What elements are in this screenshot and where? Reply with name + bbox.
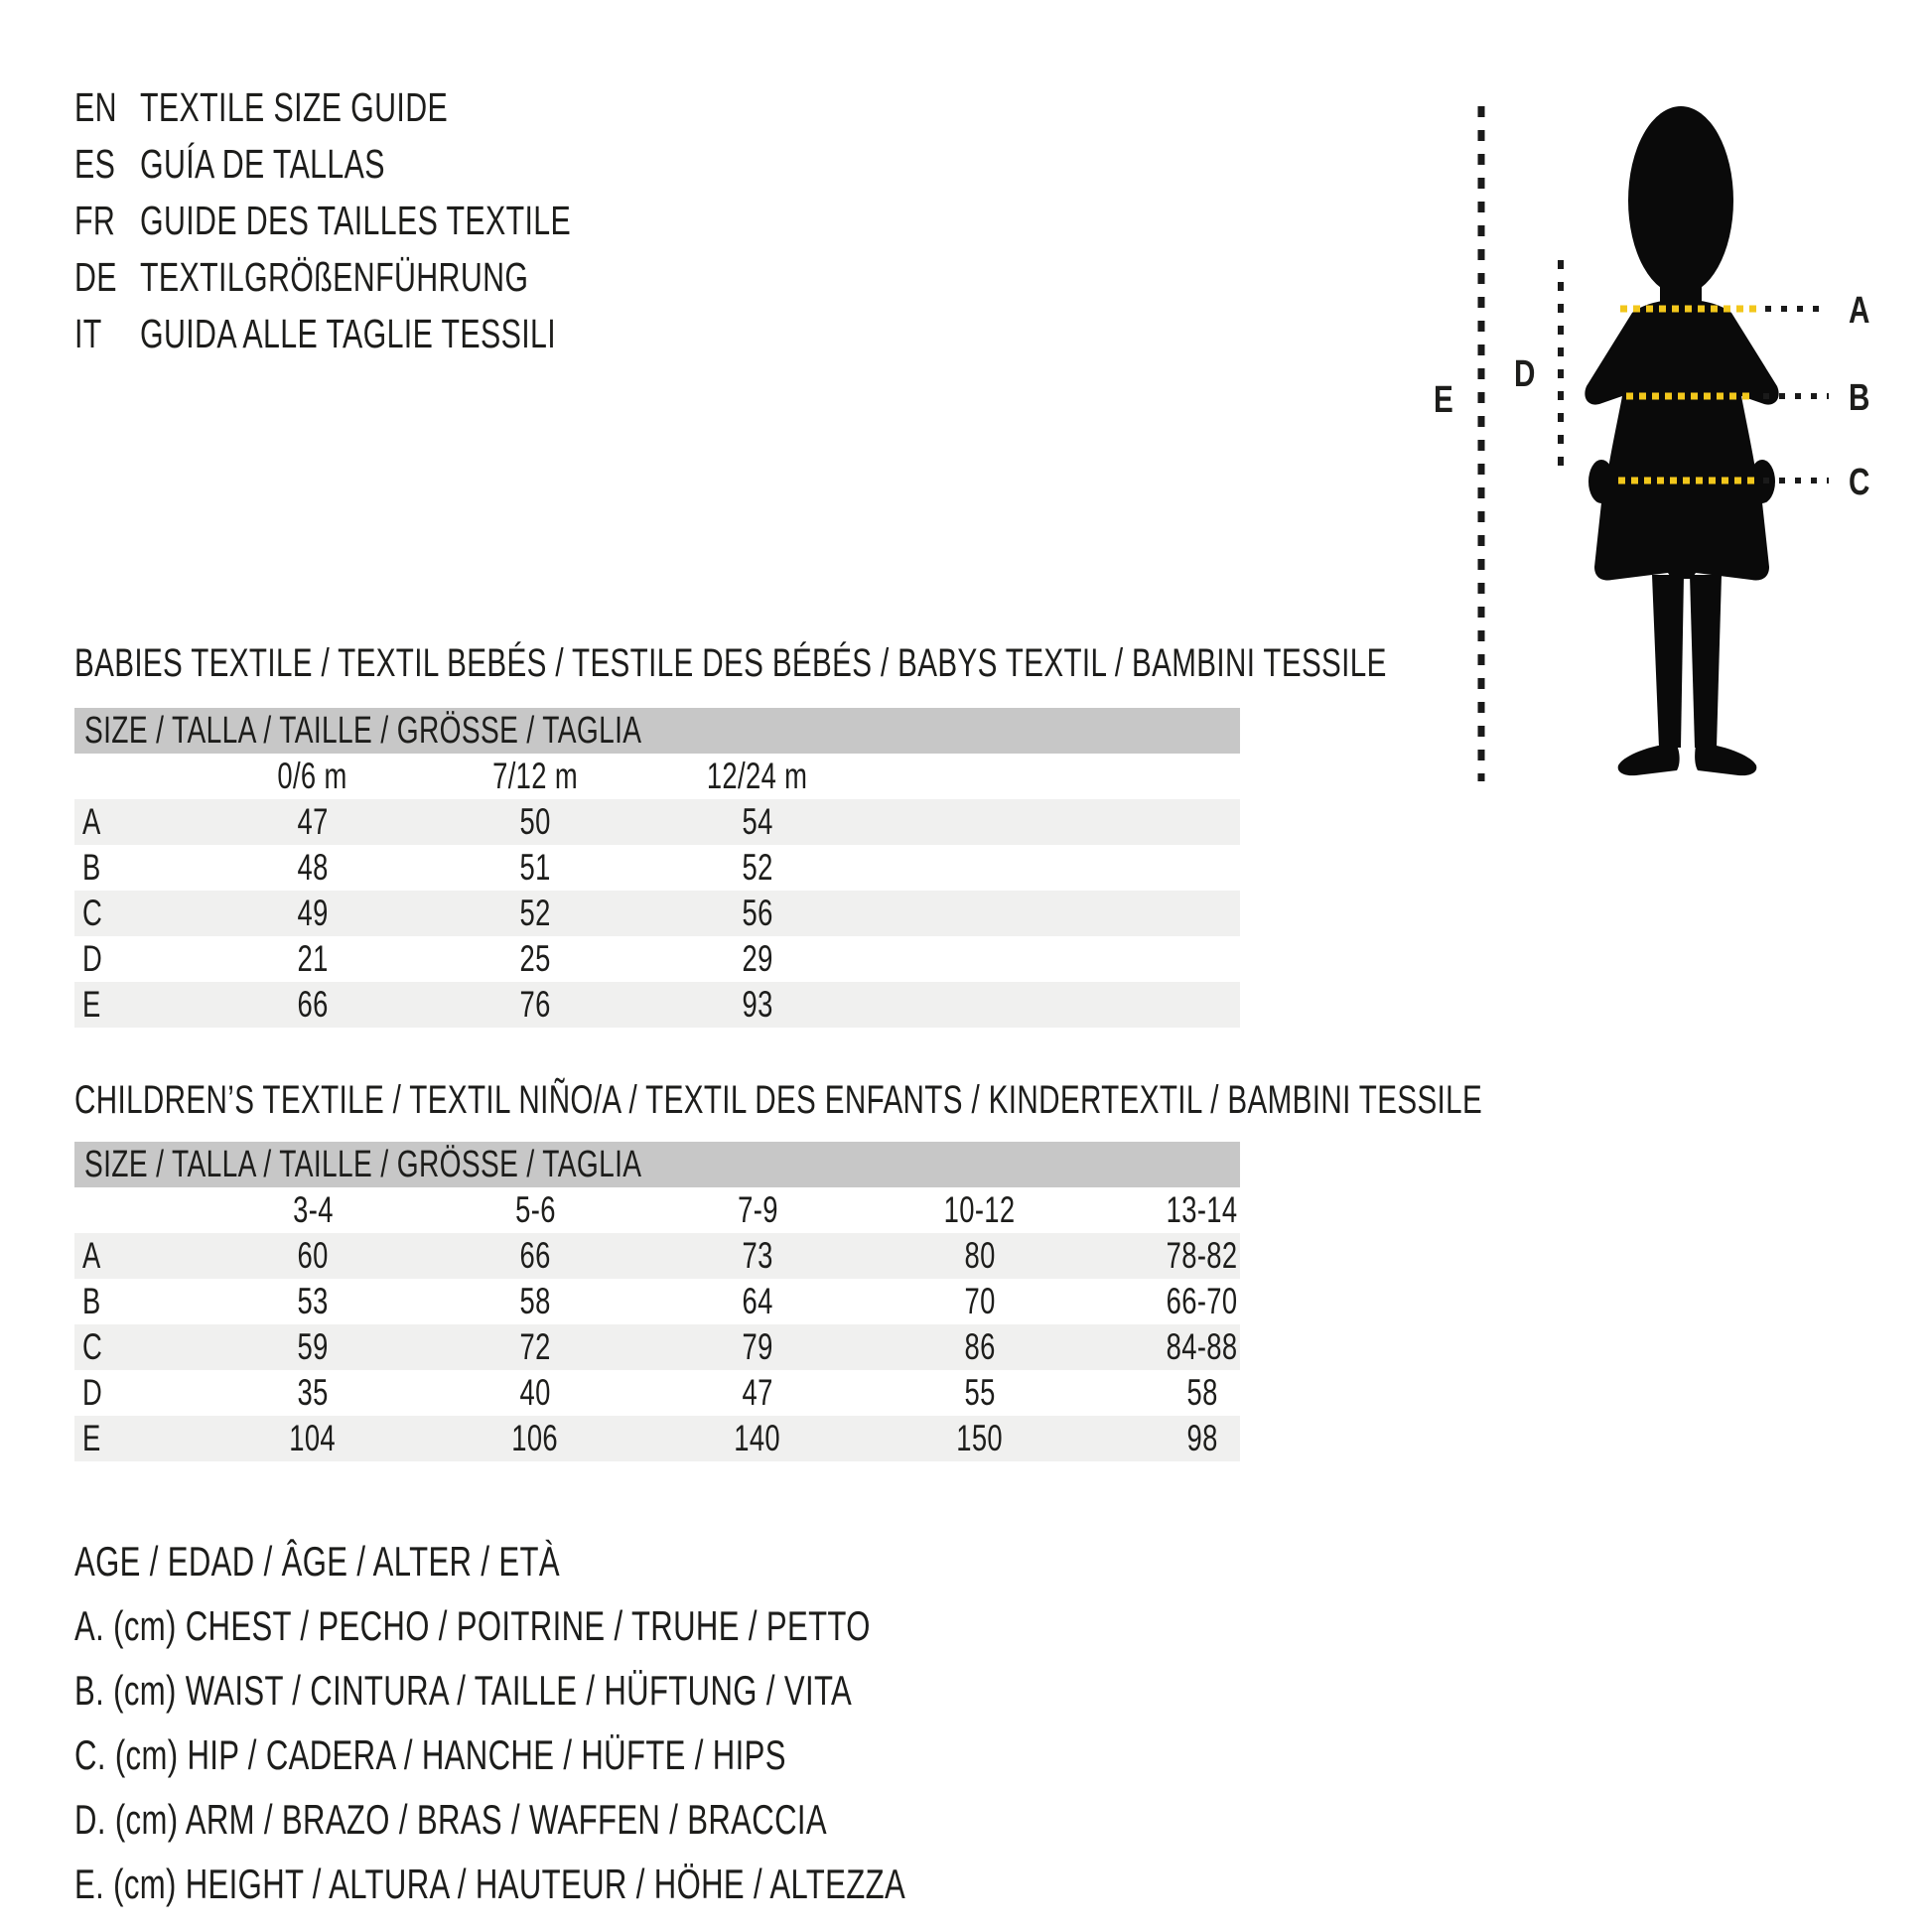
babies-section-heading: BABIES TEXTILE / TEXTIL BEBÉS / TESTILE DES BÉBÉS / BABYS TEXTIL / BAMBINI TESSILE: [74, 640, 1387, 685]
table-cell: 104: [289, 1418, 337, 1458]
table-cell: 60: [297, 1235, 329, 1276]
table-cell: 58: [519, 1281, 551, 1321]
column-header: 7/12 m: [492, 756, 578, 796]
measurement-diagram: [1370, 79, 1932, 794]
language-code: FR: [74, 198, 116, 243]
diagram-label-b: B: [1849, 376, 1870, 419]
table-cell: 59: [297, 1326, 329, 1367]
table-row: [74, 1233, 1240, 1279]
language-title: TEXTILE SIZE GUIDE: [140, 84, 449, 130]
table-row: [74, 845, 1240, 891]
table-cell: 52: [519, 893, 551, 933]
column-header: 5-6: [514, 1189, 556, 1230]
table-cell: 51: [519, 847, 551, 888]
row-label: D: [82, 938, 103, 979]
language-title: GUIDE DES TAILLES TEXTILE: [140, 198, 572, 243]
babies-size-table: [74, 708, 1240, 1028]
table-row: [74, 1324, 1240, 1370]
table-cell: 78-82: [1167, 1235, 1238, 1276]
children-size-header-bar: SIZE / TALLA / TAILLE / GRÖSSE / TAGLIA: [74, 1142, 1240, 1187]
table-row: [74, 1279, 1240, 1324]
language-row-fr: [74, 193, 723, 249]
language-row-es: [74, 136, 723, 193]
table-cell: 86: [964, 1326, 996, 1367]
table-cell: 21: [297, 938, 329, 979]
table-row: [74, 982, 1240, 1028]
table-cell: 70: [964, 1281, 996, 1321]
diagram-label-a: A: [1849, 289, 1870, 332]
table-cell: 93: [742, 984, 773, 1025]
language-title: GUÍA DE TALLAS: [140, 141, 385, 187]
language-code: IT: [74, 311, 102, 356]
language-row-it: [74, 306, 723, 362]
legend-age-line: AGE / EDAD / ÂGE / ALTER / ETÀ: [74, 1537, 560, 1585]
table-row: [74, 891, 1240, 936]
table-cell: 54: [742, 801, 773, 842]
table-cell: 55: [964, 1372, 996, 1413]
legend-arm-line: D. (cm) ARM / BRAZO / BRAS / WAFFEN / BRACCIA: [74, 1795, 828, 1843]
table-cell: 150: [956, 1418, 1004, 1458]
language-code: DE: [74, 254, 117, 300]
table-row: [74, 1416, 1240, 1461]
table-cell: 49: [297, 893, 329, 933]
table-cell: 106: [511, 1418, 559, 1458]
children-section-heading: CHILDREN’S TEXTILE / TEXTIL NIÑO/A / TEXTIL DES ENFANTS / KINDERTEXTIL / BAMBINI TESSILE: [74, 1077, 1483, 1122]
measurement-legend: [74, 1529, 1197, 1916]
table-cell: 66: [297, 984, 329, 1025]
table-row: [74, 799, 1240, 845]
language-code: ES: [74, 141, 116, 187]
row-label: E: [82, 1418, 101, 1458]
table-cell: 98: [1186, 1418, 1218, 1458]
table-cell: 48: [297, 847, 329, 888]
language-list: [74, 79, 723, 362]
row-label: C: [82, 893, 103, 933]
children-column-header-row: [74, 1187, 1240, 1233]
legend-height-line: E. (cm) HEIGHT / ALTURA / HAUTEUR / HÖHE / ALTEZZA: [74, 1860, 906, 1907]
table-cell: 66: [519, 1235, 551, 1276]
row-label: A: [82, 801, 101, 842]
legend-waist-line: B. (cm) WAIST / CINTURA / TAILLE / HÜFTUNG / VITA: [74, 1666, 853, 1714]
column-header: 0/6 m: [277, 756, 348, 796]
legend-chest-line: A. (cm) CHEST / PECHO / POITRINE / TRUHE / PETTO: [74, 1601, 871, 1649]
legend-hip-line: C. (cm) HIP / CADERA / HANCHE / HÜFTE / HIPS: [74, 1730, 786, 1778]
table-cell: 50: [519, 801, 551, 842]
row-label: C: [82, 1326, 103, 1367]
table-cell: 58: [1186, 1372, 1218, 1413]
table-cell: 56: [742, 893, 773, 933]
column-header: 3-4: [292, 1189, 334, 1230]
column-header: 13-14: [1167, 1189, 1238, 1230]
children-size-table: [74, 1142, 1240, 1461]
row-label: A: [82, 1235, 101, 1276]
diagram-label-e: E: [1434, 378, 1453, 421]
diagram-label-d: D: [1514, 352, 1536, 395]
row-label: B: [82, 1281, 101, 1321]
table-cell: 52: [742, 847, 773, 888]
column-header: 12/24 m: [707, 756, 808, 796]
table-cell: 25: [519, 938, 551, 979]
column-header: 10-12: [944, 1189, 1016, 1230]
language-code: EN: [74, 84, 117, 130]
table-cell: 64: [742, 1281, 773, 1321]
table-cell: 29: [742, 938, 773, 979]
diagram-label-c: C: [1849, 461, 1870, 503]
table-row: [74, 1370, 1240, 1416]
table-cell: 79: [742, 1326, 773, 1367]
table-cell: 72: [519, 1326, 551, 1367]
table-cell: 47: [742, 1372, 773, 1413]
language-title: GUIDA ALLE TAGLIE TESSILI: [140, 311, 557, 356]
table-cell: 40: [519, 1372, 551, 1413]
babies-column-header-row: [74, 754, 1240, 799]
row-label: B: [82, 847, 101, 888]
language-row-de: [74, 249, 723, 306]
babies-size-header-bar: SIZE / TALLA / TAILLE / GRÖSSE / TAGLIA: [74, 708, 1240, 754]
table-cell: 80: [964, 1235, 996, 1276]
table-row: [74, 936, 1240, 982]
table-cell: 73: [742, 1235, 773, 1276]
language-row-en: [74, 79, 723, 136]
table-cell: 66-70: [1167, 1281, 1238, 1321]
row-label: D: [82, 1372, 103, 1413]
table-cell: 53: [297, 1281, 329, 1321]
table-cell: 84-88: [1167, 1326, 1238, 1367]
table-cell: 76: [519, 984, 551, 1025]
table-cell: 140: [734, 1418, 781, 1458]
language-title: TEXTILGRÖßENFÜHRUNG: [140, 254, 529, 300]
table-cell: 35: [297, 1372, 329, 1413]
table-cell: 47: [297, 801, 329, 842]
row-label: E: [82, 984, 101, 1025]
column-header: 7-9: [737, 1189, 778, 1230]
